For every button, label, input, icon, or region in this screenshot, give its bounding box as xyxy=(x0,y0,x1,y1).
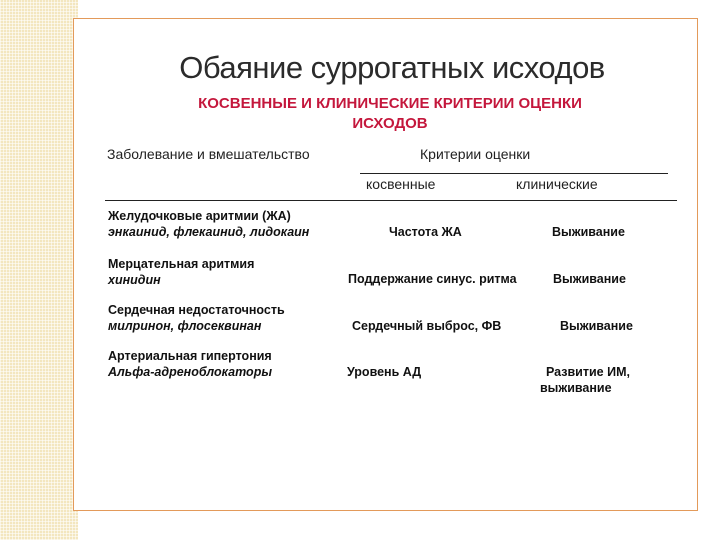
row-4-indirect: Уровень АД xyxy=(347,365,422,379)
row-4-disease: Артериальная гипертония xyxy=(108,349,272,363)
row-3-drugs: милринон, флосеквинан xyxy=(108,319,262,333)
row-2-indirect: Поддержание синус. ритма xyxy=(348,272,517,286)
row-3-clinical: Выживание xyxy=(560,319,633,333)
row-1-disease: Желудочковые аритмии (ЖА) xyxy=(108,209,291,223)
row-2-drugs: хинидин xyxy=(108,273,161,287)
row-4-clinical: Развитие ИМ, xyxy=(546,365,630,379)
header-divider xyxy=(105,200,677,201)
subheader-indirect: косвенные xyxy=(366,176,436,192)
slide-title: Обаяние суррогатных исходов xyxy=(179,50,605,85)
row-1-clinical: Выживание xyxy=(552,225,625,239)
subheader-clinical: клинические xyxy=(516,176,598,192)
row-3-disease: Сердечная недостаточность xyxy=(108,303,285,317)
criteria-underline xyxy=(360,173,668,174)
row-2-disease: Мерцательная аритмия xyxy=(108,257,255,271)
row-2-clinical: Выживание xyxy=(553,272,626,286)
column-header-disease: Заболевание и вмешательство xyxy=(107,146,310,162)
row-1-drugs: энкаинид, флекаинид, лидокаин xyxy=(108,225,310,239)
subtitle-line-2: ИСХОДОВ xyxy=(352,115,428,132)
row-1-indirect: Частота ЖА xyxy=(389,225,462,239)
slide-subtitle xyxy=(130,94,650,134)
column-header-criteria: Критерии оценки xyxy=(420,146,531,162)
subtitle-line-1: КОСВЕННЫЕ И КЛИНИЧЕСКИЕ КРИТЕРИИ ОЦЕНКИ xyxy=(198,95,582,112)
decorative-side-strip xyxy=(0,0,78,540)
row-4-drugs: Альфа-адреноблокаторы xyxy=(108,365,273,379)
row-4-clinical-line-2: выживание xyxy=(540,381,612,395)
row-3-indirect: Сердечный выброс, ФВ xyxy=(352,319,502,333)
